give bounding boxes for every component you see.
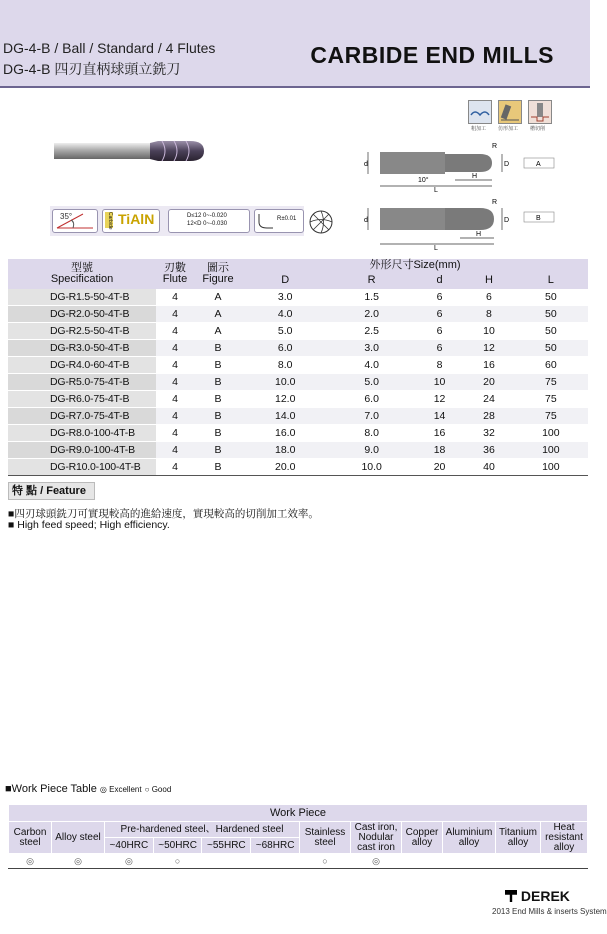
diagram-a-H-label: H: [472, 173, 478, 180]
cell-L: 100: [514, 442, 588, 459]
helix-angle-icon: [52, 209, 98, 233]
cell-H: 12: [464, 340, 513, 357]
wp-castiron-header: Cast iron, Nodular cast iron: [351, 822, 402, 854]
work-piece-title: [5, 783, 171, 795]
cell-H: 20: [464, 374, 513, 391]
cell-flute: 4: [156, 323, 194, 340]
table-row: [8, 425, 588, 442]
carbide-label: Carbide: [107, 212, 113, 230]
table-row: [8, 289, 588, 306]
spec-table: [8, 259, 588, 476]
legend-good: ○ Good: [144, 785, 172, 794]
table-row: [8, 391, 588, 408]
cell-d: 10: [415, 374, 464, 391]
cell-R: 7.0: [328, 408, 414, 425]
cell-D: 5.0: [242, 323, 328, 340]
spec-icons-strip: [50, 206, 304, 236]
cell-L: 100: [514, 425, 588, 442]
cell-D: 6.0: [242, 340, 328, 357]
cell-flute: 4: [156, 425, 194, 442]
series-title-en: DG-4-B / Ball / Standard / 4 Flutes: [3, 40, 216, 56]
cell-spec: DG-R7.0-75-4T-B: [8, 408, 156, 425]
cell-spec: DG-R8.0-100-4T-B: [8, 425, 156, 442]
col-L-header: L: [514, 272, 588, 289]
wp-value-cell: [202, 854, 251, 869]
wp-value-cell: ○: [153, 854, 202, 869]
cell-D: 4.0: [242, 306, 328, 323]
feature-title: 特 點 / Feature: [8, 482, 95, 500]
wp-alloy-header: Alloy steel: [52, 822, 105, 854]
cell-L: 60: [514, 357, 588, 374]
diagram-b-D-label: D: [504, 217, 510, 224]
page-header: [0, 0, 590, 88]
tolerance-icon: [168, 209, 250, 233]
cell-D: 3.0: [242, 289, 328, 306]
diagram-a-tag: A: [536, 161, 541, 168]
derek-logo-icon: [505, 890, 517, 902]
cell-d: 8: [415, 357, 464, 374]
cell-L: 50: [514, 289, 588, 306]
wp-heat-header: Heat resistant alloy: [541, 822, 588, 854]
cell-H: 8: [464, 306, 513, 323]
cell-spec: DG-R3.0-50-4T-B: [8, 340, 156, 357]
cell-R: 4.0: [328, 357, 414, 374]
cell-D: 16.0: [242, 425, 328, 442]
diagram-b-H-label: H: [476, 231, 482, 238]
brand-logo: [505, 888, 570, 904]
cell-spec: DG-R9.0-100-4T-B: [8, 442, 156, 459]
wp-value-cell: [443, 854, 496, 869]
wp-value-cell: ○: [300, 854, 351, 869]
cell-R: 5.0: [328, 374, 414, 391]
cell-d: 20: [415, 459, 464, 476]
cell-D: 20.0: [242, 459, 328, 476]
wp-value-cell: [496, 854, 541, 869]
tool-photo: [54, 136, 206, 166]
table-row: [8, 374, 588, 391]
cell-flute: 4: [156, 357, 194, 374]
tolerance-line-1: D≤12 0~-0.020: [187, 213, 227, 219]
cell-fig: B: [194, 374, 242, 391]
cell-flute: 4: [156, 391, 194, 408]
wp-68hrc-header: ~68HRC: [251, 838, 300, 854]
coating-label: TiAlN: [118, 211, 155, 227]
wp-value-cell: [402, 854, 443, 869]
col-H-header: H: [464, 272, 513, 289]
table-row: [8, 340, 588, 357]
application-icons: [468, 100, 558, 136]
cell-L: 75: [514, 374, 588, 391]
col-D-header: D: [242, 272, 328, 289]
cell-d: 14: [415, 408, 464, 425]
wp-50hrc-header: ~50HRC: [153, 838, 202, 854]
wp-aluminium-header: Aluminium alloy: [443, 822, 496, 854]
wp-hardened-header: Pre-hardened steel、Hardened steel: [105, 822, 300, 838]
wp-value-cell: ◎: [105, 854, 154, 869]
cell-H: 32: [464, 425, 513, 442]
cell-L: 100: [514, 459, 588, 476]
wp-value-cell: ◎: [9, 854, 52, 869]
flute-end-view-icon: [308, 209, 334, 235]
cell-fig: B: [194, 340, 242, 357]
table-row: [8, 459, 588, 476]
cell-H: 16: [464, 357, 513, 374]
cell-L: 50: [514, 306, 588, 323]
cell-spec: DG-R2.5-50-4T-B: [8, 323, 156, 340]
cell-flute: 4: [156, 289, 194, 306]
finish-machining-icon: [498, 100, 522, 124]
diagram-a-d-label: d: [364, 161, 368, 168]
radius-tolerance-icon: [254, 209, 304, 233]
cell-spec: DG-R1.5-50-4T-B: [8, 289, 156, 306]
cell-flute: 4: [156, 374, 194, 391]
cell-fig: B: [194, 408, 242, 425]
finish-machining-label: 仿形加工: [498, 126, 519, 132]
cell-R: 10.0: [328, 459, 414, 476]
diagram-b-L-label: L: [434, 245, 438, 252]
cell-fig: A: [194, 306, 242, 323]
wp-40hrc-header: ~40HRC: [105, 838, 154, 854]
cell-fig: A: [194, 289, 242, 306]
groove-label: 槽切削: [530, 126, 546, 132]
diagram-a: [360, 140, 560, 200]
wp-value-cell: [251, 854, 300, 869]
cell-D: 18.0: [242, 442, 328, 459]
cell-d: 16: [415, 425, 464, 442]
cell-R: 9.0: [328, 442, 414, 459]
cell-fig: B: [194, 425, 242, 442]
cell-spec: DG-R6.0-75-4T-B: [8, 391, 156, 408]
page-title: CARBIDE END MILLS: [310, 42, 554, 68]
wp-value-cell: [541, 854, 588, 869]
wp-carbon-header: Carbon steel: [9, 822, 52, 854]
wp-copper-header: Copper alloy: [402, 822, 443, 854]
diagram-a-D-label: D: [504, 161, 510, 168]
wp-value-cell: ◎: [52, 854, 105, 869]
rough-machining-icon: [468, 100, 492, 124]
work-piece-title-text: ■Work Piece Table: [5, 783, 97, 795]
cell-L: 75: [514, 408, 588, 425]
wp-55hrc-header: ~55HRC: [202, 838, 251, 854]
work-piece-table: [8, 804, 588, 869]
brand-name: DEREK: [520, 888, 570, 904]
cell-fig: B: [194, 391, 242, 408]
tolerance-line-2: 12<D 0~-0.030: [187, 221, 228, 227]
wp-titanium-header: Titanium alloy: [496, 822, 541, 854]
cell-R: 1.5: [328, 289, 414, 306]
cell-fig: B: [194, 459, 242, 476]
wp-value-cell: ◎: [351, 854, 402, 869]
diagram-a-L-label: L: [434, 187, 438, 194]
cell-spec: DG-R5.0-75-4T-B: [8, 374, 156, 391]
series-title-zh: DG-4-B 四刃直柄球頭立銑刀: [3, 61, 181, 77]
cell-flute: 4: [156, 459, 194, 476]
cell-D: 8.0: [242, 357, 328, 374]
cell-H: 40: [464, 459, 513, 476]
rough-machining-label: 粗加工: [471, 126, 487, 132]
feature-en: ■ High feed speed; High efficiency.: [8, 519, 170, 531]
diagram-a-R-label: R: [492, 143, 498, 150]
cell-d: 6: [415, 340, 464, 357]
feature-zh: ■四刃球頭銑刀可實現較高的進給速度，實現較高的切削加工效率。: [8, 508, 319, 520]
table-row: [8, 408, 588, 425]
diagram-b: [360, 196, 560, 256]
cell-flute: 4: [156, 306, 194, 323]
groove-icon: [528, 100, 552, 124]
cell-R: 2.0: [328, 306, 414, 323]
cell-H: 6: [464, 289, 513, 306]
cell-spec: DG-R2.0-50-4T-B: [8, 306, 156, 323]
col-flute-header: 刃數 Flute: [156, 259, 194, 289]
col-spec-header: 型號 Specification: [8, 259, 156, 289]
legend-excellent: ◎ Excellent: [99, 785, 142, 794]
diagram-a-angle-label: 10°: [418, 177, 429, 184]
helix-angle-value: 35°: [60, 212, 73, 221]
cell-flute: 4: [156, 442, 194, 459]
cell-L: 50: [514, 323, 588, 340]
cell-d: 6: [415, 289, 464, 306]
cell-H: 10: [464, 323, 513, 340]
radius-tolerance-value: R±0.01: [277, 216, 297, 222]
table-row: [8, 357, 588, 374]
cell-H: 36: [464, 442, 513, 459]
cell-R: 8.0: [328, 425, 414, 442]
cell-D: 10.0: [242, 374, 328, 391]
cell-fig: A: [194, 323, 242, 340]
cell-spec: DG-R10.0-100-4T-B: [8, 459, 156, 476]
cell-spec: DG-R4.0-60-4T-B: [8, 357, 156, 374]
diagram-b-tag: B: [536, 215, 541, 222]
cell-d: 6: [415, 323, 464, 340]
cell-d: 18: [415, 442, 464, 459]
cell-R: 6.0: [328, 391, 414, 408]
table-row: [8, 306, 588, 323]
cell-d: 6: [415, 306, 464, 323]
diagram-b-R-label: R: [492, 199, 498, 206]
col-d-header: d: [415, 272, 464, 289]
col-R-header: R: [328, 272, 414, 289]
col-figure-header: 圖示 Figure: [194, 259, 242, 289]
cell-D: 14.0: [242, 408, 328, 425]
work-piece-group-header: Work Piece: [9, 805, 588, 822]
table-row: [8, 442, 588, 459]
copyright: 2013 End Mills & inserts System: [492, 907, 607, 916]
cell-R: 3.0: [328, 340, 414, 357]
diagram-b-d-label: d: [364, 217, 368, 224]
cell-R: 2.5: [328, 323, 414, 340]
cell-H: 28: [464, 408, 513, 425]
cell-d: 12: [415, 391, 464, 408]
table-row: [8, 323, 588, 340]
cell-L: 75: [514, 391, 588, 408]
cell-L: 50: [514, 340, 588, 357]
wp-stainless-header: Stainless steel: [300, 822, 351, 854]
col-dims-header: 外形尺寸Size(mm): [242, 259, 588, 272]
cell-fig: B: [194, 357, 242, 374]
cell-H: 24: [464, 391, 513, 408]
cell-flute: 4: [156, 408, 194, 425]
cell-fig: B: [194, 442, 242, 459]
cell-flute: 4: [156, 340, 194, 357]
cell-D: 12.0: [242, 391, 328, 408]
